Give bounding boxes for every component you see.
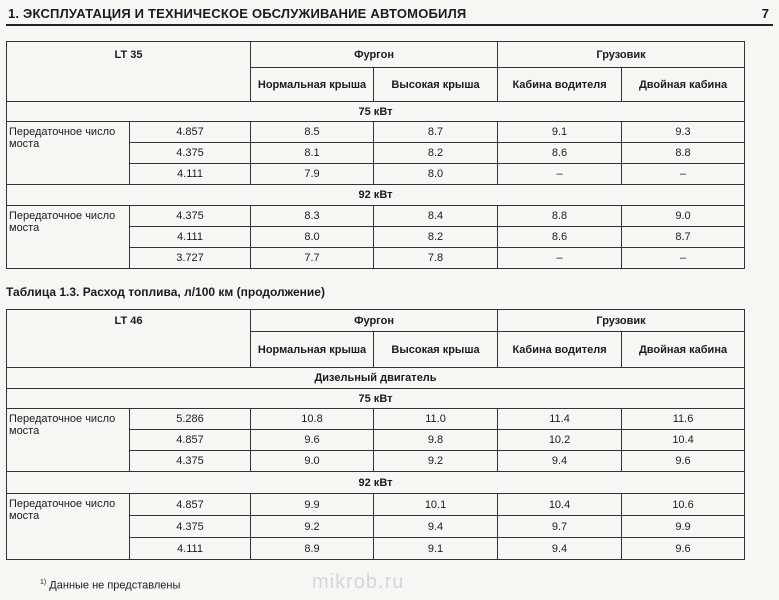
table-row [7, 122, 745, 143]
row-group-label: Передаточное число моста [7, 494, 130, 560]
ratio-cell: 4.375 [130, 451, 251, 472]
ratio-cell: 4.111 [130, 538, 251, 560]
col-high-roof: Высокая крыша [374, 68, 498, 102]
value-cell: 10.8 [251, 409, 374, 430]
value-cell: 9.8 [374, 430, 498, 451]
value-cell: 9.1 [498, 122, 622, 143]
value-cell: 10.2 [498, 430, 622, 451]
value-cell: 9.2 [374, 451, 498, 472]
value-cell: 9.0 [622, 206, 745, 227]
value-cell: 8.2 [374, 227, 498, 248]
value-cell: 10.4 [498, 494, 622, 516]
value-cell: 8.6 [498, 143, 622, 164]
value-cell: 9.9 [622, 516, 745, 538]
value-cell: 8.6 [498, 227, 622, 248]
ratio-cell: 3.727 [130, 248, 251, 269]
value-cell: 9.1 [374, 538, 498, 560]
value-cell: 8.7 [622, 227, 745, 248]
ratio-cell: 4.857 [130, 122, 251, 143]
engine-heading: Дизельный двигатель [7, 368, 745, 389]
footnote-marker: 1) [40, 579, 47, 586]
value-cell: 8.4 [374, 206, 498, 227]
value-cell: 7.8 [374, 248, 498, 269]
row-group-label: Передаточное число моста [7, 122, 130, 185]
ratio-cell: 4.857 [130, 494, 251, 516]
section-power: 75 кВт [7, 389, 745, 409]
value-cell: 11.6 [622, 409, 745, 430]
section-power: 92 кВт [7, 472, 745, 494]
value-cell: 9.2 [251, 516, 374, 538]
col-driver-cab: Кабина водителя [498, 68, 622, 102]
value-cell: 9.4 [498, 538, 622, 560]
value-cell: 10.1 [374, 494, 498, 516]
col-double-cab: Двойная кабина [622, 68, 745, 102]
value-cell: 8.7 [374, 122, 498, 143]
value-cell: 8.0 [374, 164, 498, 185]
value-cell: 8.1 [251, 143, 374, 164]
value-cell: 8.9 [251, 538, 374, 560]
col-high-roof: Высокая крыша [374, 332, 498, 368]
group-truck: Грузовик [498, 310, 745, 332]
chapter-title: 1. ЭКСПЛУАТАЦИЯ И ТЕХНИЧЕСКОЕ ОБСЛУЖИВАНИЕ АВТОМОБИЛЯ [8, 6, 467, 21]
value-cell: 8.2 [374, 143, 498, 164]
value-cell: 8.0 [251, 227, 374, 248]
value-cell: 9.0 [251, 451, 374, 472]
value-cell: 9.4 [498, 451, 622, 472]
ratio-cell: 4.111 [130, 164, 251, 185]
page-header [6, 4, 773, 26]
group-van: Фургон [251, 42, 498, 68]
model-cell: LT 35 [7, 42, 251, 102]
table-row [7, 206, 745, 227]
model-cell: LT 46 [7, 310, 251, 368]
value-cell: 8.3 [251, 206, 374, 227]
value-cell: 8.5 [251, 122, 374, 143]
value-cell: – [498, 164, 622, 185]
value-cell: – [622, 164, 745, 185]
col-double-cab: Двойная кабина [622, 332, 745, 368]
col-normal-roof: Нормальная крыша [251, 68, 374, 102]
table-row [7, 494, 745, 516]
watermark: mikrob.ru [312, 571, 405, 593]
value-cell: 9.3 [622, 122, 745, 143]
value-cell: – [498, 248, 622, 269]
value-cell: 10.4 [622, 430, 745, 451]
row-group-label: Передаточное число моста [7, 206, 130, 269]
value-cell: 8.8 [498, 206, 622, 227]
value-cell: 9.7 [498, 516, 622, 538]
value-cell: 8.8 [622, 143, 745, 164]
ratio-cell: 4.375 [130, 143, 251, 164]
value-cell: 9.6 [622, 538, 745, 560]
fuel-table-lt46 [6, 309, 745, 560]
value-cell: – [622, 248, 745, 269]
value-cell: 7.9 [251, 164, 374, 185]
footnote [40, 579, 180, 592]
group-truck: Грузовик [498, 42, 745, 68]
value-cell: 11.4 [498, 409, 622, 430]
table-row [7, 409, 745, 430]
ratio-cell: 4.111 [130, 227, 251, 248]
page-number: 7 [761, 6, 769, 21]
ratio-cell: 4.375 [130, 516, 251, 538]
section-power: 75 кВт [7, 102, 745, 122]
value-cell: 7.7 [251, 248, 374, 269]
col-driver-cab: Кабина водителя [498, 332, 622, 368]
value-cell: 9.9 [251, 494, 374, 516]
ratio-cell: 4.375 [130, 206, 251, 227]
row-group-label: Передаточное число моста [7, 409, 130, 472]
ratio-cell: 4.857 [130, 430, 251, 451]
table-caption: Таблица 1.3. Расход топлива, л/100 км (продолжение) [6, 285, 325, 299]
group-van: Фургон [251, 310, 498, 332]
col-normal-roof: Нормальная крыша [251, 332, 374, 368]
value-cell: 9.6 [251, 430, 374, 451]
value-cell: 10.6 [622, 494, 745, 516]
ratio-cell: 5.286 [130, 409, 251, 430]
value-cell: 9.6 [622, 451, 745, 472]
footnote-text: Данные не представлены [49, 579, 181, 592]
value-cell: 11.0 [374, 409, 498, 430]
fuel-table-lt35 [6, 41, 745, 269]
value-cell: 9.4 [374, 516, 498, 538]
section-power: 92 кВт [7, 185, 745, 206]
